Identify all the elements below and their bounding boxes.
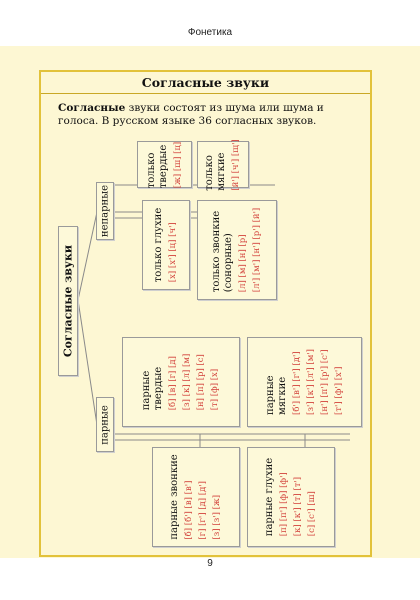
paired-voiced-box [152, 447, 240, 547]
label-line: твердые [157, 144, 169, 188]
label-line: только [204, 154, 215, 191]
page-header: Фонетика [187, 27, 233, 38]
sound-line: [з] [к] [л] [м] [182, 353, 192, 411]
sound-line: [н] [п] [р] [с] [196, 354, 206, 411]
sound-line: [п] [п'] [ф] [ф'] [279, 472, 289, 537]
unpaired-hard-only-box [137, 141, 192, 188]
sound-line: [х] [х'] [ц] [ч'] [168, 222, 178, 283]
sound-line: [з'] [к'] [л'] [м'] [305, 349, 316, 415]
sound-line: [к] [к'] [т] [т'] [293, 476, 303, 537]
sound-line: [б'] [в'] [г'] [д'] [291, 351, 302, 415]
sound-line: [л'] [м'] [н'] [р'] [й'] [252, 207, 262, 293]
category-unpaired-box [96, 182, 114, 240]
label-line: только [145, 152, 157, 188]
label-line: парные [264, 375, 276, 415]
sound-line: [н'] [п'] [р'] [с'] [319, 349, 330, 415]
sound-line: [з] [з'] [ж] [212, 494, 222, 540]
category-paired-box [96, 397, 114, 452]
connector-main-paired [78, 300, 97, 425]
sound-line: [г] [г'] [д] [д'] [198, 480, 208, 540]
sound-line: [б] [б'] [в] [в'] [184, 480, 194, 540]
main-label: Согласные звуки [61, 244, 75, 358]
paired-soft-box [247, 337, 362, 427]
sound-line: [т] [ф] [х] [210, 368, 220, 411]
page-number: 9 [207, 558, 213, 569]
label-line: парные глухие [264, 457, 275, 537]
unpaired-voiced-only-box [197, 200, 277, 300]
label-line: твердые [153, 366, 164, 411]
sound-line: [б] [в] [г] [д] [168, 356, 178, 411]
label-line: парные звонкие [169, 454, 180, 540]
sound-line: [т'] [ф'] [х'] [333, 366, 344, 415]
label-line: мягкие [216, 152, 227, 191]
category-paired-label: парные [99, 404, 111, 445]
sound-line: [л] [м] [н] [р] [238, 234, 248, 293]
sound-line: [ж] [ш] [ц] [172, 141, 183, 188]
category-unpaired-label: непарные [99, 184, 111, 238]
main-label-box [58, 226, 78, 376]
label-line: (сонорные) [223, 233, 234, 293]
panel-title: Согласные звуки [41, 72, 370, 94]
intro-rest: звуки состоят из шума или шума и голоса. В русском языке 36 согласных звуков. [58, 102, 324, 127]
connector-main-unpaired [78, 212, 97, 300]
paired-voiceless-box [247, 447, 335, 547]
label-line: мягкие [276, 376, 288, 415]
sound-line: [с] [с'] [ш] [307, 491, 317, 537]
unpaired-soft-only-box [197, 138, 249, 191]
intro-bold: Согласные [58, 102, 126, 114]
label-line: только звонкие [211, 210, 222, 293]
paired-hard-box [122, 337, 240, 427]
label-line: только глухие [153, 207, 164, 283]
unpaired-voiceless-only-box [142, 200, 190, 290]
label-line: парные [141, 370, 152, 411]
sound-line: [й'] [ч'] [щ'] [231, 138, 241, 191]
